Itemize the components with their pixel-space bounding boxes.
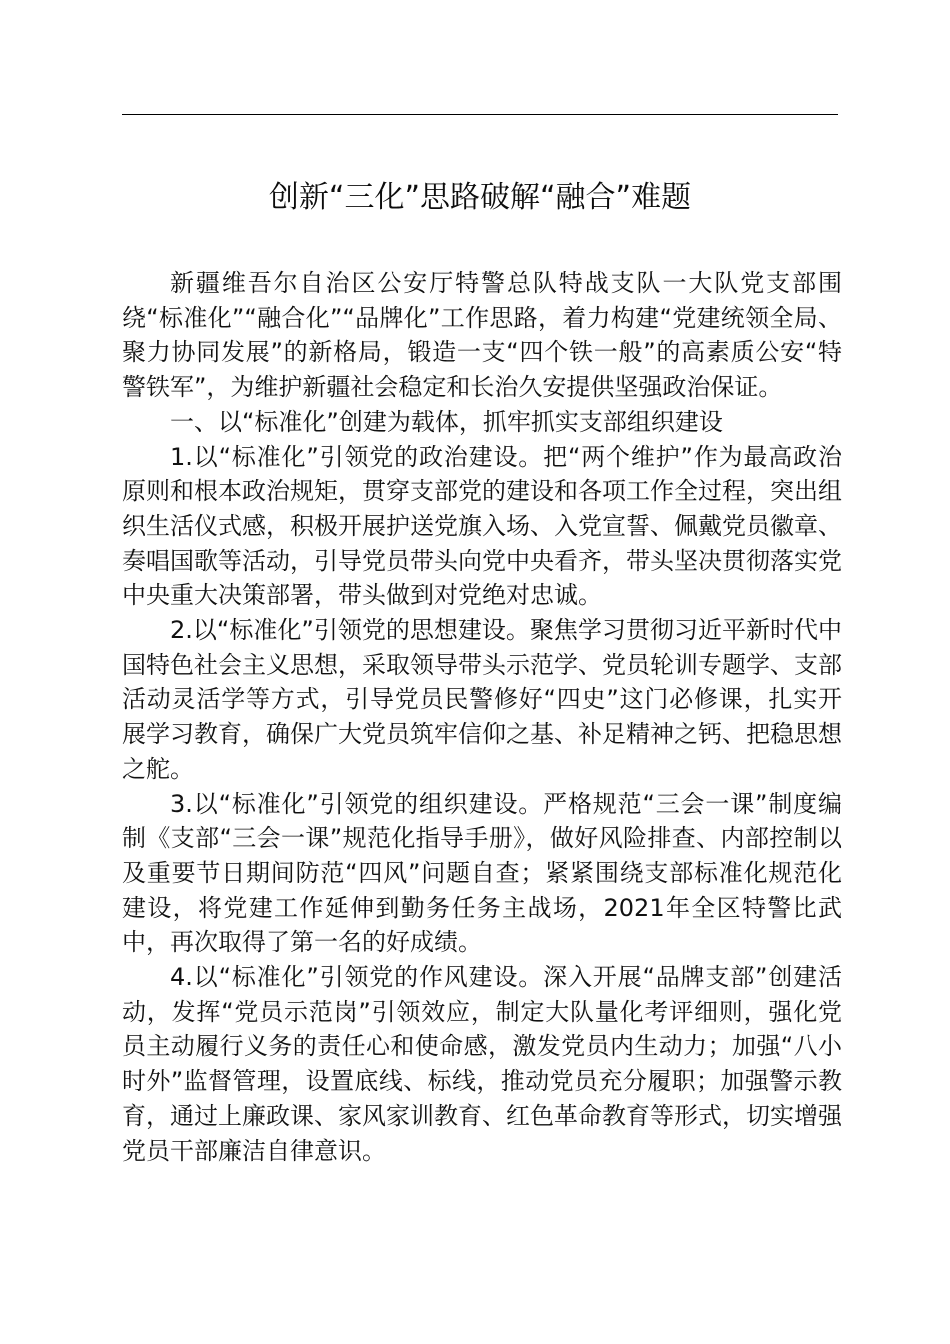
- paragraph-organizational: 3.以“标准化”引领党的组织建设。严格规范“三会一课”制度编制《支部“三会一课”规范化指导手册》，做好风险排查、内部控制以及重要节日期间防范“四风”问题自查；紧紧围绕支部标准化规范化建设，将党建工作延伸到勤务任务主战场，2021年全区特警比武中，再次取得了第一名的好成绩。: [122, 789, 842, 957]
- paragraph-conduct: 4.以“标准化”引领党的作风建设。深入开展“品牌支部”创建活动，发挥“党员示范岗”引领效应，制定大队量化考评细则，强化党员主动履行义务的责任心和使命感，激发党员内生动力；加强“八小时外”监督管理，设置底线、标线，推动党员充分履职；加强警示教育，通过上廉政课、家风家训教育、红色革命教育等形式，切实增强党员干部廉洁自律意识。: [122, 963, 842, 1165]
- header-rule: [122, 114, 838, 115]
- section-heading: 一、以“标准化”创建为载体，抓牢抓实支部组织建设: [170, 407, 723, 436]
- paragraph-ideological: 2.以“标准化”引领党的思想建设。聚焦学习贯彻习近平新时代中国特色社会主义思想，采取领导带头示范学、党员轮训专题学、支部活动灵活学等方式，引导党员民警修好“四史”这门必修课，扎实开展学习教育，确保广大党员筑牢信仰之基、补足精神之钙、把稳思想之舵。: [122, 616, 842, 783]
- paragraph-political: 1.以“标准化”引领党的政治建设。把“两个维护”作为最高政治原则和根本政治规矩，贯穿支部党的建设和各项工作全过程，突出组织生活仪式感，积极开展护送党旗入场、入党宣誓、佩戴党员徽章、奏唱国歌等活动，引导党员带头向党中央看齐，带头坚决贯彻落实党中央重大决策部署，带头做到对党绝对忠诚。: [122, 442, 842, 610]
- document-body: [122, 266, 842, 1168]
- intro-paragraph: 新疆维吾尔自治区公安厅特警总队特战支队一大队党支部围绕“标准化”“融合化”“品牌化”工作思路，着力构建“党建统领全局、聚力协同发展”的新格局，锻造一支“四个铁一般”的高素质公安“特警铁军”，为维护新疆社会稳定和长治久安提供坚强政治保证。: [122, 269, 842, 402]
- document-title: 创新“三化”思路破解“融合”难题: [268, 180, 692, 215]
